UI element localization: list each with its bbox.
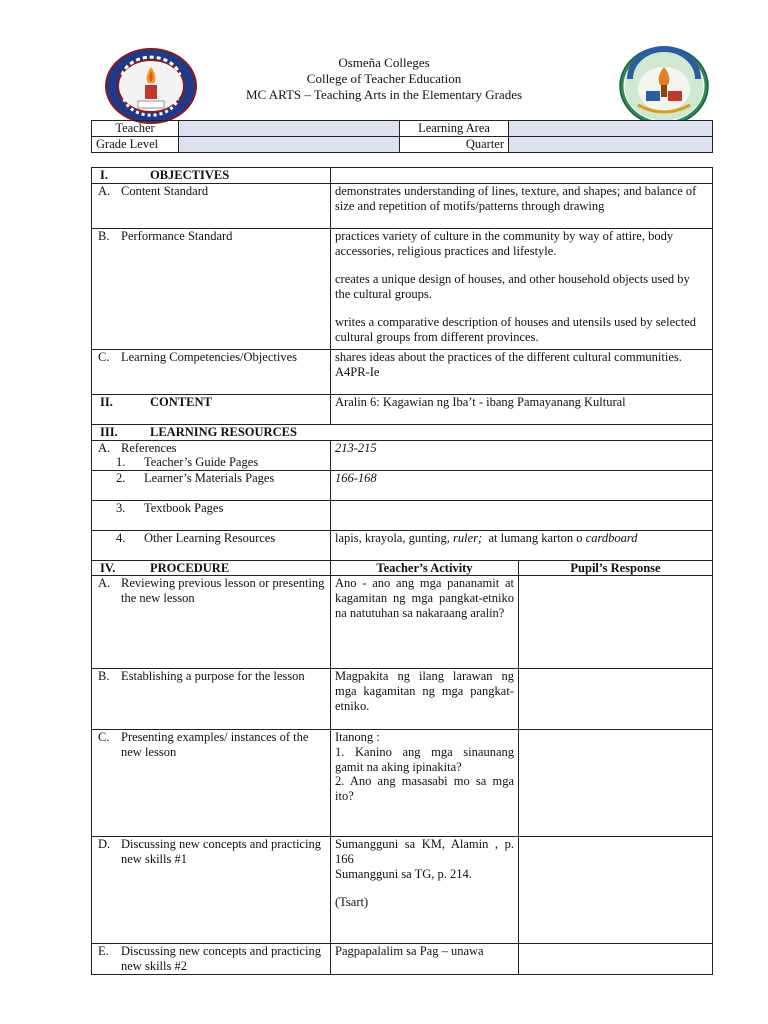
teachers-activity-header: Teacher’s Activity (331, 560, 519, 576)
procedure-e-response[interactable] (519, 944, 713, 974)
content-standard-label: A. Content Standard (92, 184, 331, 229)
procedure-c-response[interactable] (519, 730, 713, 837)
teacher-label: Teacher (92, 121, 179, 137)
performance-standard-label: B. Performance Standard (92, 229, 331, 350)
teachers-guide-pages-value: 213-215 (331, 440, 713, 470)
info-table (91, 120, 713, 153)
objectives-heading: I. OBJECTIVES (92, 168, 331, 184)
other-resources-value: lapis, krayola, gunting, ruler; at lumang karton o cardboard (331, 530, 713, 560)
procedure-d-response[interactable] (519, 837, 713, 944)
performance-standard-item: practices variety of culture in the community by way of attire, body accessories, religious practices and lifestyle. (335, 229, 674, 258)
content-value: Aralin 6: Kagawian ng Iba’t - ibang Pamayanang Kultural (331, 395, 713, 425)
content-heading: II. CONTENT (92, 395, 331, 425)
content-standard-value: demonstrates understanding of lines, texture, and shapes; and balance of size and repetition of motifs/patterns through drawing (331, 184, 713, 229)
lesson-plan-table (91, 167, 713, 975)
procedure-a-activity: Ano - ano ang mga pananamit at kagamitan ng mga pangkat-etniko na natutuhan sa nakaraang aralin? (331, 576, 519, 669)
quarter-field[interactable] (509, 137, 713, 153)
textbook-pages-label: 3. Textbook Pages (92, 500, 331, 530)
procedure-b-response[interactable] (519, 669, 713, 730)
learning-resources-heading: III. LEARNING RESOURCES (92, 425, 713, 441)
learning-competencies-label: C. Learning Competencies/Objectives (92, 350, 331, 395)
procedure-d-activity: Sumangguni sa KM, Alamin , p. 166 Sumangguni sa TG, p. 214. (Tsart) (331, 837, 519, 944)
grade-level-field[interactable] (179, 137, 400, 153)
pupils-response-header: Pupil’s Response (519, 560, 713, 576)
procedure-a-label: A. Reviewing previous lesson or presenting the new lesson (92, 576, 331, 669)
procedure-a-response[interactable] (519, 576, 713, 669)
quarter-label: Quarter (400, 137, 509, 153)
learning-competencies-value: shares ideas about the practices of the different cultural communities. A4PR-Ie (331, 350, 713, 395)
osmena-colleges-logo (104, 47, 198, 125)
school-name: Osmeña Colleges (338, 55, 430, 70)
objectives-heading-blank (331, 168, 713, 184)
references-label: A. References 1. Teacher’s Guide Pages (92, 440, 331, 470)
procedure-e-activity: Pagpapalalim sa Pag – unawa (331, 944, 519, 974)
competency-code: A4PR-Ie (335, 364, 380, 379)
learners-materials-label: 2. Learner’s Materials Pages (92, 470, 331, 500)
procedure-e-label: E. Discussing new concepts and practicing new skills #2 (92, 944, 331, 974)
other-resources-label: 4. Other Learning Resources (92, 530, 331, 560)
procedure-b-activity: Magpakita ng ilang larawan ng mga kagamitan ng mga pangkat-etniko. (331, 669, 519, 730)
performance-standard-item: creates a unique design of houses, and other household objects used by the cultural groups. (335, 272, 690, 301)
procedure-c-activity: Itanong : 1. Kanino ang mga sinaunang gamit na aking ipinakita? 2. Ano ang masasabi mo sa mga ito? (331, 730, 519, 837)
textbook-pages-value (331, 500, 713, 530)
procedure-b-label: B. Establishing a purpose for the lesson (92, 669, 331, 730)
grade-level-label: Grade Level (92, 137, 179, 153)
college-of-teacher-education-seal (618, 45, 710, 127)
procedure-heading: IV. PROCEDURE (92, 560, 331, 576)
performance-standard-value (331, 229, 713, 350)
learning-area-field[interactable] (509, 121, 713, 137)
performance-standard-item: writes a comparative description of houses and utensils used by selected cultural groups from different provinces. (335, 315, 697, 344)
procedure-d-label: D. Discussing new concepts and practicing new skills #1 (92, 837, 331, 944)
learning-area-label: Learning Area (400, 121, 509, 137)
learners-materials-value: 166-168 (331, 470, 713, 500)
document-header (220, 55, 548, 103)
college-name: College of Teacher Education (306, 71, 462, 86)
procedure-c-label: C. Presenting examples/ instances of the new lesson (92, 730, 331, 837)
course-title: MC ARTS – Teaching Arts in the Elementary Grades (245, 87, 523, 102)
teacher-field[interactable] (179, 121, 400, 137)
